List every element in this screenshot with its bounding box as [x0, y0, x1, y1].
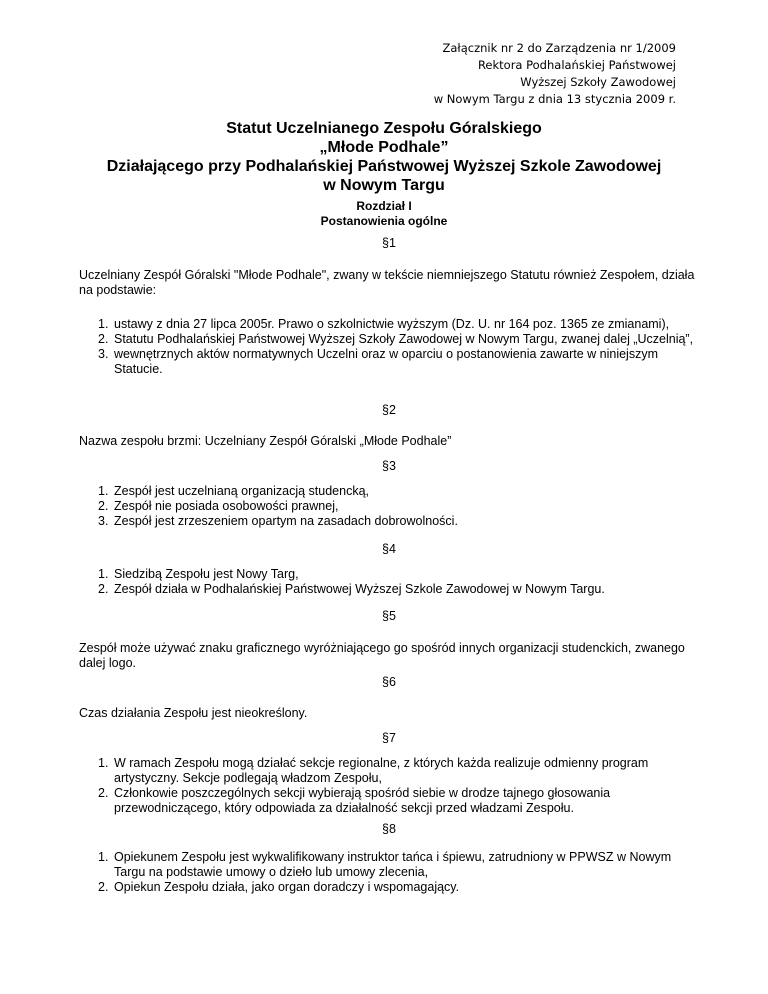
chapter-number: Rozdział I	[356, 199, 412, 213]
list-item: 2. Zespół działa w Podhalańskiej Państwowej Wyższej Szkole Zawodowej w Nowym Targu.	[98, 582, 605, 596]
list-item: 1. Opiekunem Zespołu jest wykwalifikowany instruktor tańca i śpiewu, zatrudniony w PPWSZ w Nowym Targu na podstawie umowy o dzieło lub umowy zlecenia,	[98, 850, 672, 879]
list-item: 2. Statutu Podhalańskiej Państwowej Wyższej Szkoły Zawodowej w Nowym Targu, zwanej dalej „Uczelnią”,	[98, 332, 694, 346]
section-heading: §6	[382, 675, 396, 689]
section-heading: §7	[382, 731, 396, 745]
title-line: w Nowym Targu	[323, 177, 445, 194]
section-paragraph: Zespół może używać znaku graficznego wyróżniającego go spośród innych organizacji studenckich, zwanego dalej logo.	[79, 641, 685, 670]
section-heading: §2	[382, 403, 396, 417]
list-item: 3. Zespół jest zrzeszeniem opartym na zasadach dobrowolności.	[98, 514, 458, 528]
header-line: Rektora Podhalańskiej Państwowej	[477, 58, 676, 72]
section-list	[79, 567, 699, 597]
document-title	[60, 119, 708, 195]
section-list	[79, 484, 699, 529]
list-item: 3. wewnętrznych aktów normatywnych Uczelni oraz w oparciu o postanowienia zawarte w niniejszym Statucie.	[98, 347, 658, 376]
chapter-name: Postanowienia ogólne	[320, 214, 448, 228]
section-list	[79, 756, 699, 816]
header-line: Załącznik nr 2 do Zarządzenia nr 1/2009	[442, 41, 676, 55]
list-item: 1. W ramach Zespołu mogą działać sekcje regionalne, z których każda realizuje odmienny program artystyczny. Sekcje podlegają władzom Zespołu,	[98, 756, 649, 785]
section-heading: §4	[382, 542, 396, 556]
section-heading: §8	[382, 822, 396, 836]
list-item: 1. Siedzibą Zespołu jest Nowy Targ,	[98, 567, 299, 581]
list-item: 2. Zespół nie posiada osobowości prawnej,	[98, 499, 339, 513]
attachment-header	[434, 40, 676, 108]
section-heading: §5	[382, 609, 396, 623]
section-paragraph: Uczelniany Zespół Góralski "Młode Podhale", zwany w tekście niemniejszego Statutu również Zespołem, działa na podstawie:	[79, 268, 695, 297]
title-line: „Młode Podhale”	[319, 139, 449, 156]
section-list	[79, 317, 699, 377]
section-paragraph: Czas działania Zespołu jest nieokreślony.	[79, 706, 308, 720]
section-paragraph: Nazwa zespołu brzmi: Uczelniany Zespół Góralski „Młode Podhale”	[79, 434, 452, 448]
section-heading: §1	[382, 236, 396, 250]
header-line: w Nowym Targu z dnia 13 stycznia 2009 r.	[433, 92, 676, 106]
chapter-heading	[60, 199, 708, 229]
list-item: 1. Zespół jest uczelnianą organizacją studencką,	[98, 484, 370, 498]
section-heading: §3	[382, 459, 396, 473]
list-item: 2. Członkowie poszczególnych sekcji wybierają spośród siebie w drodze tajnego głosowania przewodniczącego, który odpowiada za działalność sekcji przed władzami Zespołu.	[98, 786, 611, 815]
section-list	[79, 850, 699, 895]
header-line: Wyższej Szkoły Zawodowej	[520, 75, 676, 89]
title-line: Statut Uczelnianego Zespołu Góralskiego	[226, 120, 542, 137]
list-item: 1. ustawy z dnia 27 lipca 2005r. Prawo o szkolnictwie wyższym (Dz. U. nr 164 poz. 1365 ze zmianami),	[98, 317, 670, 331]
title-line: Działającego przy Podhalańskiej Państwowej Wyższej Szkole Zawodowej	[106, 158, 662, 175]
list-item: 2. Opiekun Zespołu działa, jako organ doradczy i wspomagający.	[98, 880, 460, 894]
